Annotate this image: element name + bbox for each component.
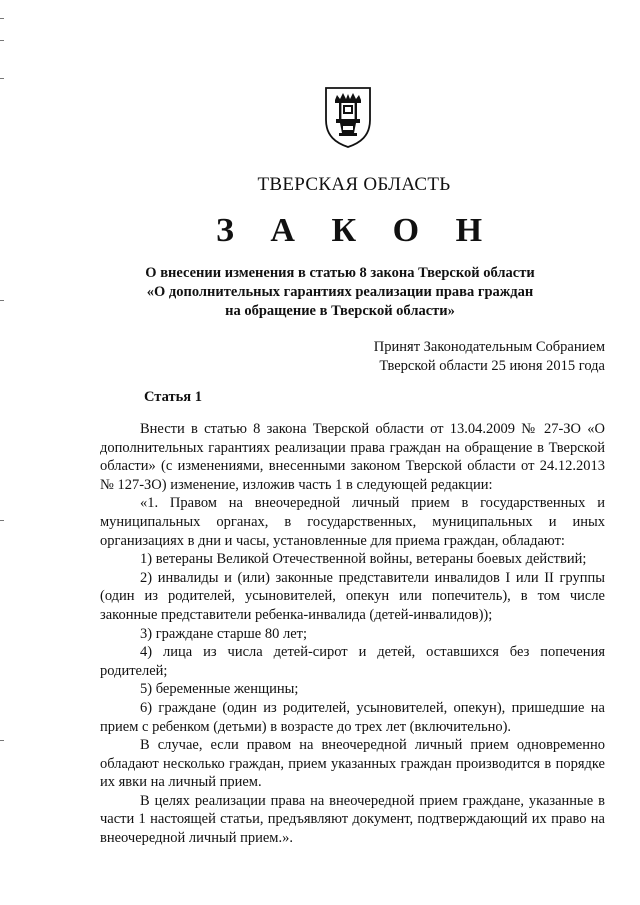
region-name: ТВЕРСКАЯ ОБЛАСТЬ (257, 174, 451, 195)
paragraph: В случае, если правом на внеочередной личный прием одновременно обладают несколько граждан, прием указанных граждан производится в порядке их явки на личный прием. (100, 737, 605, 791)
paragraph: «1. Правом на внеочередной личный прием в государственных и муниципальных органах, в государственных, муниципальных и иных организациях в дни и часы, установленные для приема граждан, обладают: (100, 495, 605, 549)
article-body (100, 420, 605, 848)
article-heading: Статья 1 (144, 389, 202, 405)
scan-margin-mark (0, 740, 4, 741)
adoption-note (374, 338, 605, 376)
list-item: 6) граждане (один из родителей, усыновителей, опекун), пришедшие на прием с ребенком (детьми) в возрасте до трех лет (включительно). (100, 699, 605, 735)
list-item: 4) лица из числа детей-сирот и детей, оставшихся без попечения родителей; (100, 644, 605, 679)
adoption-line: Тверской области 25 июня 2015 года (379, 358, 605, 374)
scan-margin-mark (0, 40, 4, 41)
law-subject-line: О внесении изменения в статью 8 закона Тверской области (145, 265, 535, 281)
scan-margin-mark (0, 18, 4, 19)
law-subject-line: «О дополнительных гарантиях реализации права граждан (146, 284, 534, 300)
paragraph: Внести в статью 8 закона Тверской области от 13.04.2009 № 27-ЗО «О дополнительных гарантиях реализации права граждан на обращение в Тверской области» (с изменениями, внесенными законом Тверской области от 24.12.2013 № 127-ЗО) изменение, изложив часть 1 в следующей редакции: (100, 421, 605, 493)
scan-margin-mark (0, 78, 4, 79)
scan-margin-mark (0, 300, 4, 301)
law-subject (100, 264, 580, 321)
paragraph: В целях реализации права на внеочередной прием граждане, указанные в части 1 настоящей статьи, предъявляют документ, подтверждающий их право на внеочередной личный прием.». (100, 792, 605, 847)
list-item: 1) ветераны Великой Отечественной войны, ветераны боевых действий; (140, 551, 587, 568)
law-subject-line: на обращение в Тверской области» (225, 303, 455, 319)
list-item: 3) граждане старше 80 лет; (140, 625, 308, 642)
list-item: 2) инвалиды и (или) законные представители инвалидов I или II группы (один из родителей, усыновителей, опекун или попечитель), в том числе законные представители ребенка-инвалида (детей-инвалидов)); (100, 569, 605, 623)
document-title: З А К О Н (215, 212, 497, 249)
tver-coat-of-arms-icon (324, 86, 372, 148)
scan-margin-mark (0, 520, 4, 521)
list-item: 5) беременные женщины; (140, 681, 299, 698)
adoption-line: Принят Законодательным Собранием (373, 339, 605, 355)
